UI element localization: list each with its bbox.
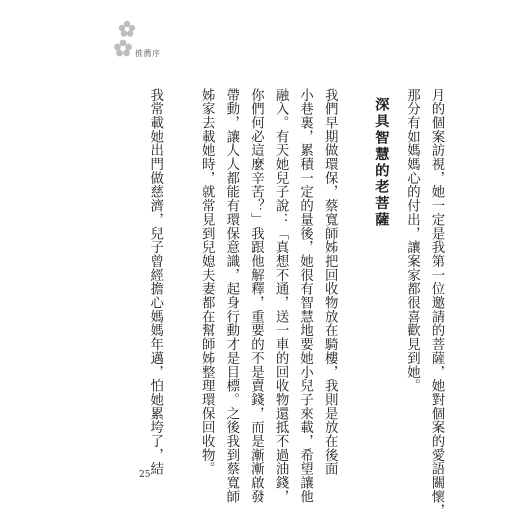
paragraph-line: 我們早期做環保，蔡寬師姊把回收物放在騎樓，我則是放在後面 — [322, 88, 338, 476]
paragraph-line: 我常載她出門做慈濟，兒子曾經擔心媽媽年邁，怕她累垮了，結 — [147, 88, 163, 476]
flower-icon-small — [119, 21, 135, 37]
paragraph-line: 小巷裏，累積一定的量後，她很有智慧地要她小兒子來載，希望讓他 — [297, 88, 313, 504]
section-heading: 深具智慧的老菩薩 — [372, 97, 390, 229]
page-number: 25 — [139, 470, 151, 480]
paragraph-line: 你們何必這麼辛苦？」我跟他解釋，重要的不是賣錢，而是漸漸啟發 — [248, 88, 264, 504]
paragraph-line: 姊家去載她時，就常見到兒媳夫妻都在幫師姊整理環保回收物。 — [199, 88, 215, 476]
paragraph-line: 融入。有天她兒子說：「真想不通，送一車的回收物還抵不過油錢， — [273, 88, 289, 504]
paragraph-line: 帶動，讓人人都能有環保意識，起身行動才是目標。之後我到蔡寬師 — [223, 88, 239, 504]
paragraph-line: 月的個案訪視，她一定是我第一位邀請的菩薩，她對個案的愛語關懷， — [429, 88, 444, 517]
section-tag: 推薦序 — [135, 49, 161, 58]
flower-icon-large — [114, 40, 132, 57]
paragraph-line: 那分有如媽媽心的付出，讓案家都很喜歡見到她。 — [404, 88, 420, 393]
